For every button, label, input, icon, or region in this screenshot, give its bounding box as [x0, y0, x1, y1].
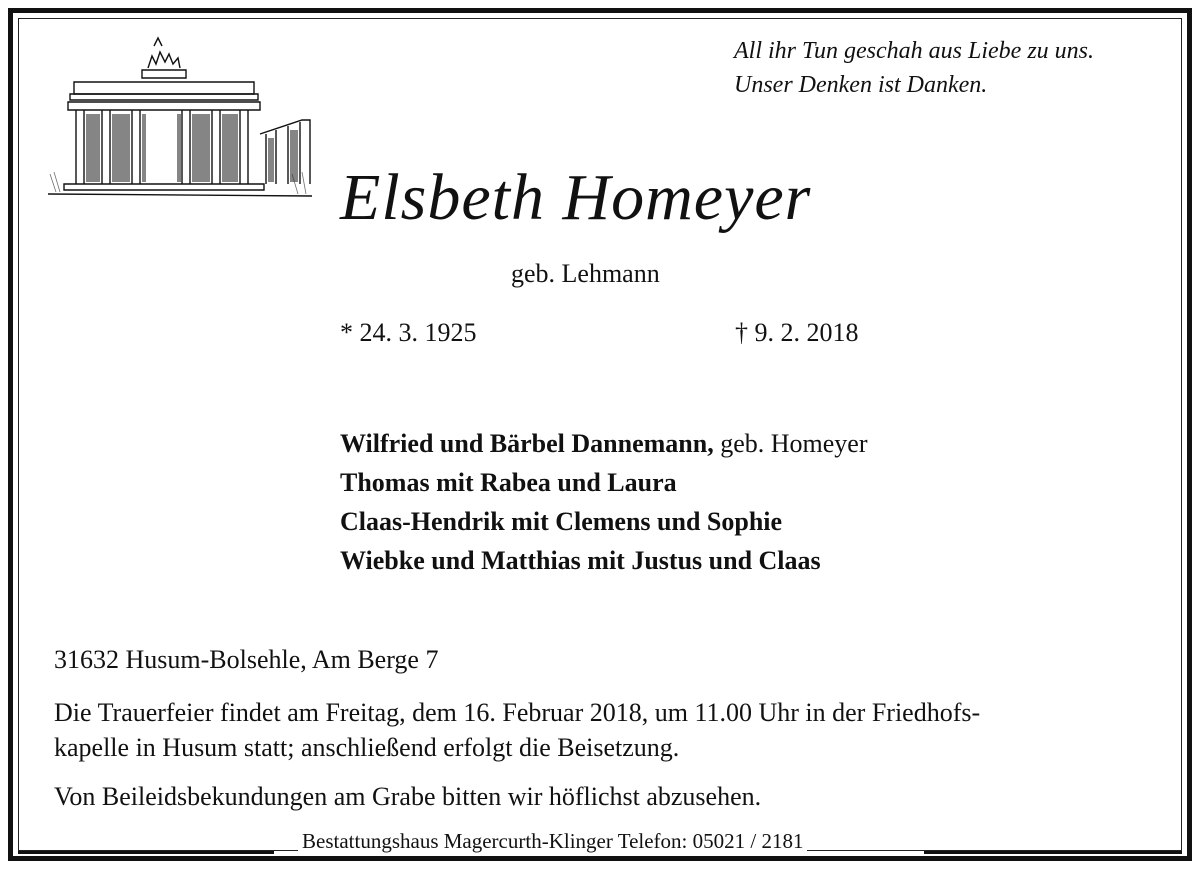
service-line-2: kapelle in Husum statt; anschließend erfolgt die Beisetzung.	[54, 733, 680, 762]
motto	[734, 34, 1094, 102]
funeral-home-footer: Bestattungshaus Magercurth-Klinger Telefon: 05021 / 2181	[298, 829, 807, 854]
motto-line-2: Unser Denken ist Danken.	[734, 72, 988, 98]
footer-rule-right	[924, 851, 1182, 854]
address: 31632 Husum-Bolsehle, Am Berge 7	[54, 645, 439, 674]
funeral-service-notice	[54, 695, 1154, 765]
condolences-notice: Von Beileidsbekundungen am Grabe bitten wir höflichst abzusehen.	[54, 782, 762, 811]
mourner-maiden-note: geb. Homeyer	[713, 429, 868, 458]
mourner-line: Claas-Hendrik mit Clemens und Sophie	[340, 507, 783, 536]
mourners-list	[340, 424, 867, 580]
birth-date: * 24. 3. 1925	[340, 318, 477, 347]
maiden-name: geb. Lehmann	[511, 259, 660, 288]
mourner-names: Wilfried und Bärbel Dannemann,	[340, 429, 714, 458]
mourner-line: Wiebke und Matthias mit Justus und Claas	[340, 546, 821, 575]
mourner-line: Thomas mit Rabea und Laura	[340, 468, 677, 497]
motto-line-1: All ihr Tun geschah aus Liebe zu uns.	[734, 38, 1095, 64]
service-line-1: Die Trauerfeier findet am Freitag, dem 16. Februar 2018, um 11.00 Uhr in der Friedhofs-	[54, 698, 981, 727]
death-date: † 9. 2. 2018	[735, 318, 859, 347]
brandenburg-gate-icon	[44, 34, 314, 214]
footer-rule-left	[18, 851, 274, 854]
deceased-name: Elsbeth Homeyer	[340, 161, 812, 234]
mourner-line	[340, 424, 867, 463]
